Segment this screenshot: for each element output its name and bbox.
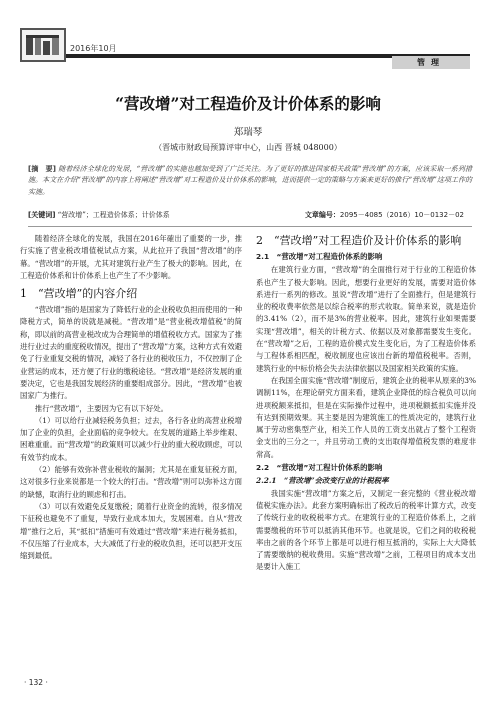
body-paragraph: （1）可以给行业减轻税务负担；过去，各行各业的高营业税增加了企业的负担，企业面临的竞争较大。在发展的道路上举步维艰、困难重重。而“营改增”的政策则可以减少行业的重大税收顾虑，可以有效节约成本。 [20, 415, 242, 462]
abstract-text: 随着经济全球化的发展，“营改增”的实施也越加受到了广泛关注。为了更好的推进国家相关政策“营改增”的方案，应该采取一系列措施。本文在介绍“营改增”的内容上将阐述“营改增”对工程造价及计价体系的影响，进而提供一定的策略与方案来更好的推行“营改增”这项工作的实施。 [28, 165, 472, 196]
author-affiliation: （晋城市财政局预算评审中心，山西 晋城 048000） [154, 143, 342, 152]
abstract-divider [28, 226, 472, 227]
issue-date: 2016年10月 [70, 44, 117, 53]
left-column [20, 233, 242, 562]
article-code-value: 2095－4085（2016）10－0132－02 [339, 211, 464, 219]
keywords-label: [关键词] [28, 211, 56, 219]
subsection-heading-2-2: 2.2 “营改增”对工程计价体系的影响 [256, 463, 383, 473]
right-column [256, 233, 476, 574]
subsubsection-heading-2-2-1: 2.2.1 “营改增”会改变行业的计税税率 [256, 476, 389, 486]
abstract-label: [摘 要] [28, 165, 56, 173]
body-paragraph: 推行“营改增”，主要因为它有以下好处。 [34, 403, 168, 413]
body-paragraph: 在我国全面实施“营改增”制度后，建筑企业的税率从原来的3%调制11%，在理论研究方面来看，建筑企业降低的综合税负可以向进项税额来抵扣，但是在实际操作过程中，进项税额抵扣实施并没有达到预期效果。其主要是因为建筑施工的性质决定的，建筑行业属于劳动密集型产业，相关工作人员的工资支出就占了整个工程资金支出的三分之一，并且劳动工费的支出取得增值税发票的难度非常高。 [256, 375, 476, 459]
article-author: 郑瑞琴 [233, 127, 263, 138]
article-code-label: 文章编号： [304, 211, 340, 219]
intro-paragraph: 随着经济全球化的发展，我国在2016年確出了重要的一步，推行实施了营业税改增值税试点方案，从此拉开了我国“营改增”的序幕。“营改增”的开展，尤其对建筑行业产生了极大的影响。因此，在工程造价体系和计价体系上也产生了不少影响。 [20, 234, 242, 280]
body-paragraph: “营改增”指的是国家为了降低行业的企业税收负担而使用的一种降税方式，简单的说就是减税。“营改增”是“营业税改增值税”的简称，即以前的高营业税改成为合理简单的增值税收方式。国家为了推进行业过去的重度税收情况，提出了“营改增”方案，这种方式有效避免了行业重复交税的情况，减轻了各行业的税收压力，不仅控制了企业营运的成本，还方便了行业的缴税途径。“营改增”是经济发展的重要决定，它也是我国发展经济的重要组成部分。因此，“营改增”也被国家广为推行。 [20, 305, 242, 401]
body-paragraph: 在建筑行业方面，“营改增”的全面推行对于行业的工程造价体系也产生了极大影响。因此，想要行业更好的发展，需要对造价体系进行一系列的修改。虽说“营改增”进行了全面推行，但是建筑行业的税收费率依然是以综合税率的形式收取。简单来说，就是造价的3.41%（2），而不是3%的营业税率。因此，建筑行业如果需要实现“营改增”，相关的计税方式、依据以及对象都需要发生变化。在“营改增”之后，工程的造价模式发生变化后，为了工程造价体系与工程体系相匹配，税收制度也应该出台新的增值税税率。否则，建筑行业的中标价格会失去法律依据以及国家相关政策的实施。 [256, 265, 476, 373]
body-paragraph: （2）能够有效弥补营业税收的漏洞；尤其是在重复征税方面，这对很多行业来说都是一个较大的打击。“营改增”则可以弥补这方面的缺憾，取消行业的顾虑和打击。 [20, 465, 242, 499]
article-title: “营改增”对工程造价及计价体系的影响 [115, 94, 381, 113]
keywords-text: “营改增”；工程造价体系；计价体系 [57, 211, 170, 219]
section-heading-2: 2 “营改增”对工程造价及计价体系的影响 [256, 234, 462, 247]
section-heading-1: 1 “营改增”的内容介绍 [20, 287, 138, 301]
subsection-heading-2-1: 2.1 “营改增”对工程造价体系的影响 [256, 252, 383, 261]
journal-logo-icon [23, 31, 63, 59]
page-number: · 132 · [24, 678, 48, 687]
body-paragraph: （3）可以有效避免反复缴税；随着行业资金的流转，很多情况下征税也避免不了重复，导致行业成本加大，发展困难。自从“营改增”推行之后，其“抵扣”措施可有效通过“营改增”来进行税务抵扣，不仅压缩了行业成本，大大减低了行业的税收负担，还可以把开支压缩到最低。 [20, 501, 242, 561]
section-label: 管理 [392, 56, 470, 69]
article-code [305, 210, 464, 220]
body-paragraph: 我国实施“营改增”方案之后，又制定一套完整的《营业税改增值税实施办法》。此套方案明确标出了税改后的税率计算方式，改变了传统行业的收税税率方式。在建筑行业的工程造价体系上，之前需要缴税的环节可以抵消其他环节。也就是说，它们之间的收税税率由之前的各个环节上都是可以进行相互抵消的，实际上大大降低了需要缴纳的税收费用。实施“营改增”之前，工程项目的成本支出是要计入施工 [256, 488, 476, 572]
journal-logo [20, 28, 66, 62]
keywords [28, 210, 170, 220]
abstract [28, 164, 472, 198]
